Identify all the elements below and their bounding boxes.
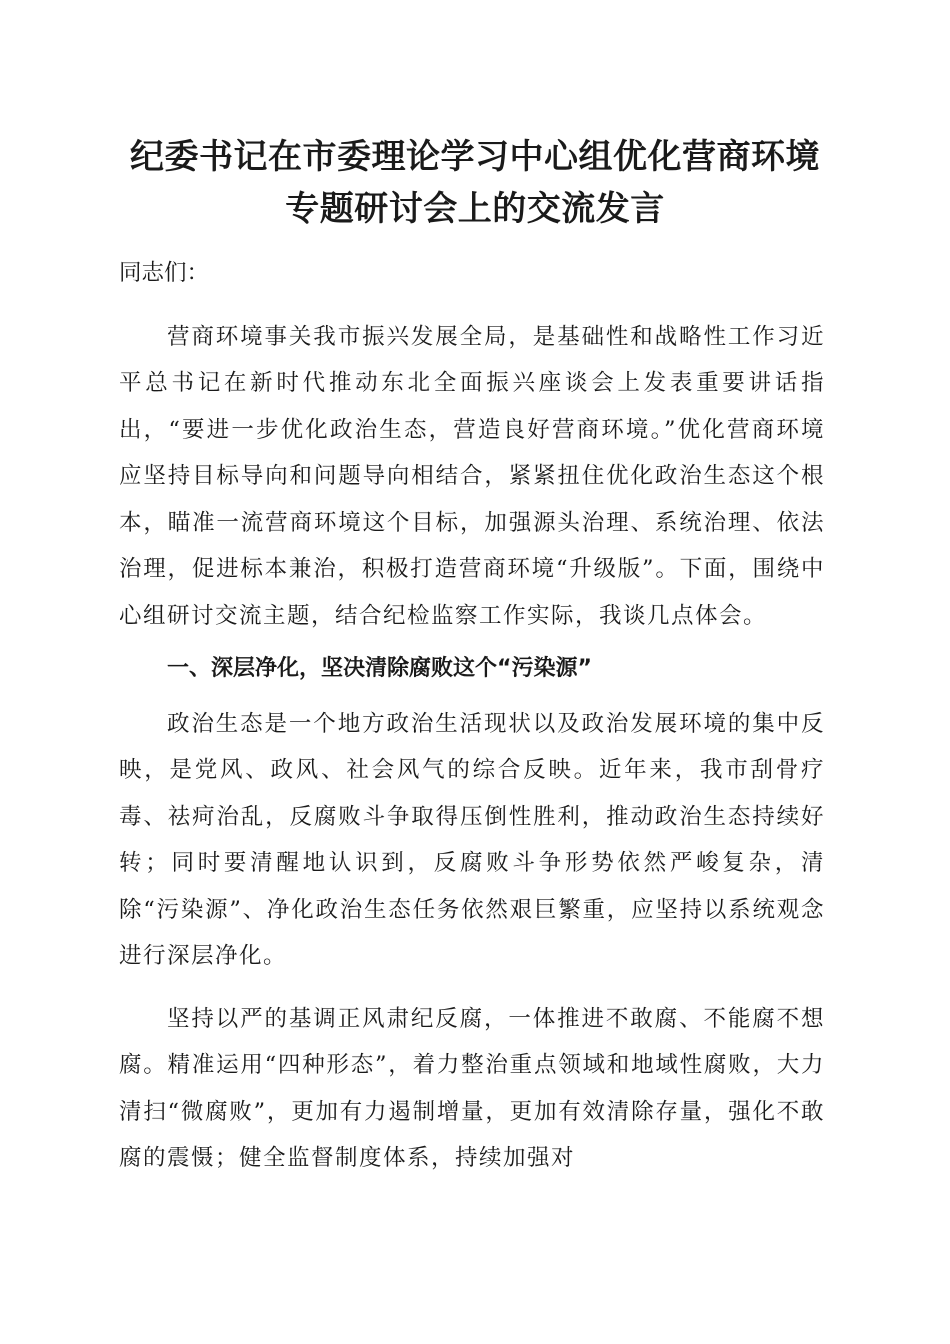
document-body: [119, 250, 825, 1182]
paragraph-section1-continued: 坚持以严的基调正风肃纪反腐，一体推进不敢腐、不能腐不想腐。精准运用“四种形态”，着力整治重点领域和地域性腐败，大力清扫“微腐败”，更加有力遏制增量，更加有效清除存量，强化不敢腐的震慑；健全监督制度体系，持续加强对: [119, 1005, 825, 1171]
document-title-line-2: 专题研讨会上的交流发言: [285, 189, 665, 229]
document-title-line-1: 纪委书记在市委理论学习中心组优化营商环境: [130, 137, 820, 177]
section-heading-1: 一、深层净化，坚决清除腐败这个“污染源”: [167, 656, 592, 681]
salutation: 同志们：: [119, 260, 210, 286]
paragraph-intro: 营商环境事关我市振兴发展全局，是基础性和战略性工作习近平总书记在新时代推动东北全面振兴座谈会上发表重要讲话指出，“要进一步优化政治生态，营造良好营商环境。”优化营商环境应坚持目标导向和问题导向相结合，紧紧扭住优化政治生态这个根本，瞄准一流营商环境这个目标，加强源头治理、系统治理、依法治理，促进标本兼治，积极打造营商环境“升级版”。下面，围绕中心组研讨交流主题，结合纪检监察工作实际，我谈几点体会。: [119, 323, 825, 629]
paragraph-section1: 政治生态是一个地方政治生活现状以及政治发展环境的集中反映，是党风、政风、社会风气的综合反映。近年来，我市刮骨疗毒、祛疴治乱，反腐败斗争取得压倒性胜利，推动政治生态持续好转；同时要清醒地认识到，反腐败斗争形势依然严峻复杂，清除“污染源”、净化政治生态任务依然艰巨繁重，应坚持以系统观念进行深层净化。: [119, 710, 825, 969]
